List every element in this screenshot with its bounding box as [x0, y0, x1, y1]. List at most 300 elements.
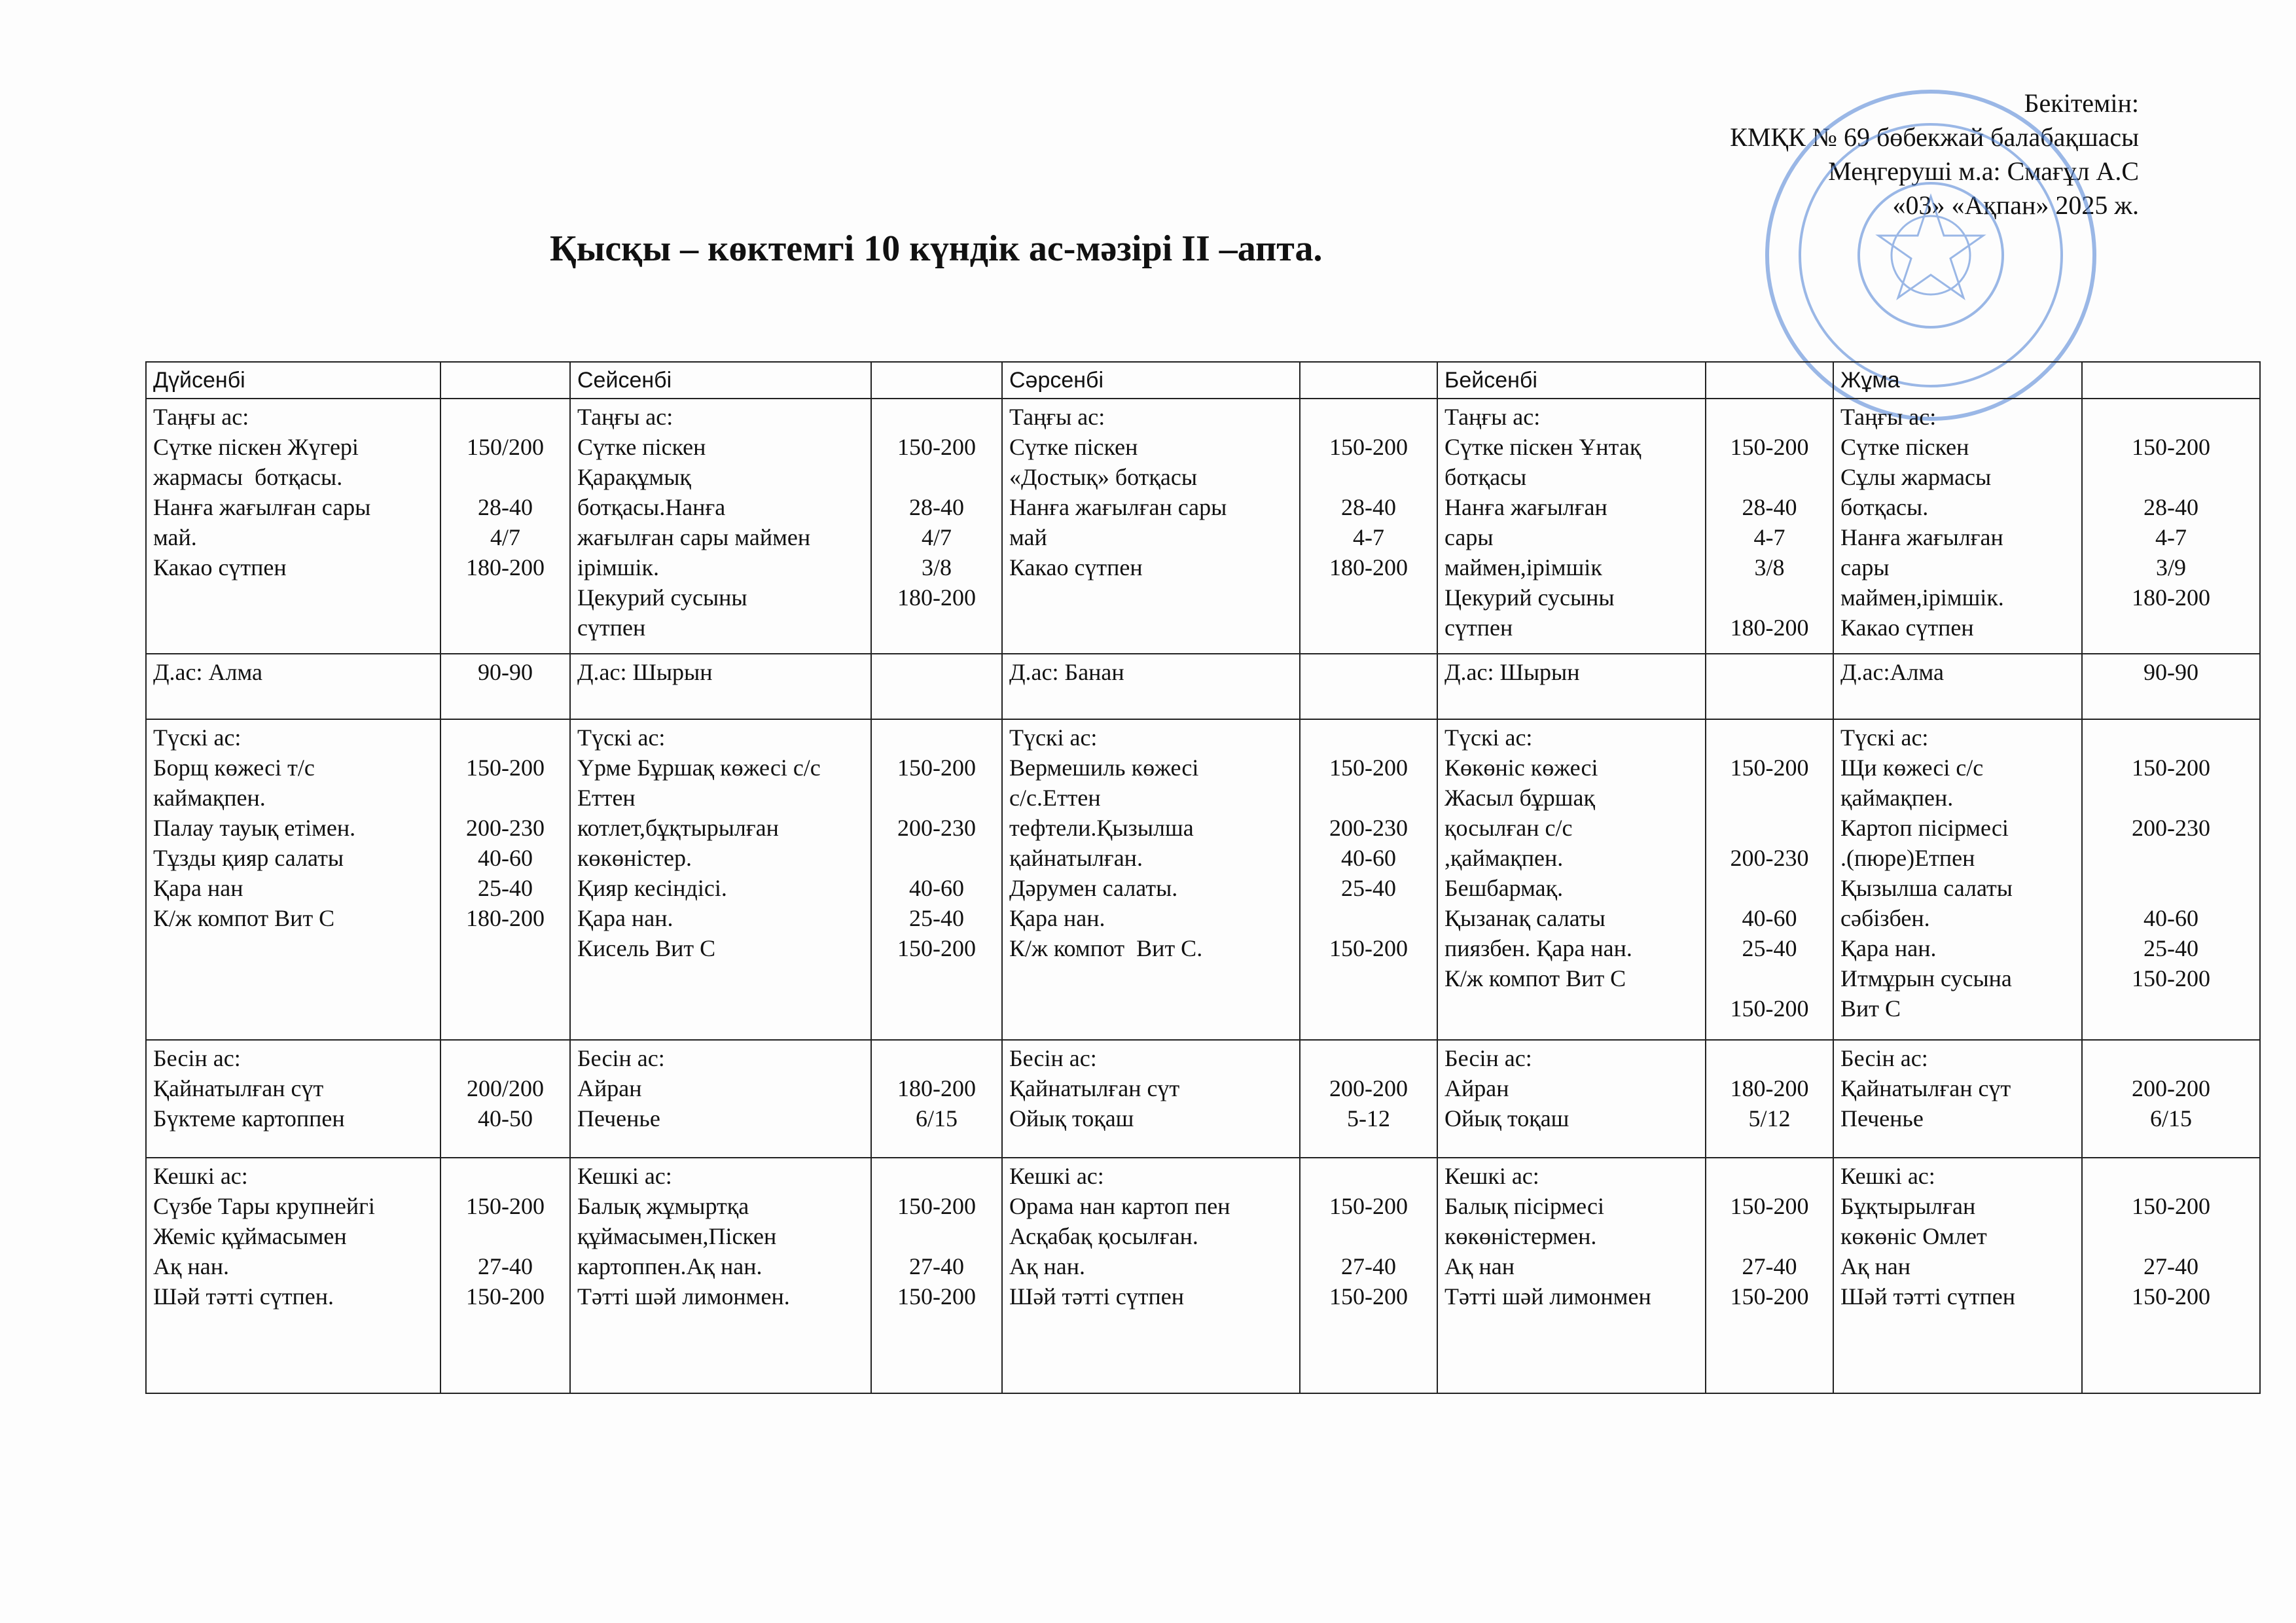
dish-line: Түскі ас: — [577, 724, 666, 751]
portion-line — [2089, 873, 2253, 903]
portion-line: 150-200 — [897, 434, 976, 460]
portion-line — [878, 1221, 995, 1251]
dish-line: сәбізбен. — [1840, 905, 1930, 931]
portion-line: 180-200 — [897, 1075, 976, 1101]
portion-line — [1307, 402, 1430, 432]
dish-line: Борщ көжесі т/с — [153, 755, 315, 781]
dish-cell-monday — [146, 399, 440, 654]
dish-line: Бешбармақ. — [1444, 875, 1564, 901]
portion-cell-tuesday — [871, 399, 1002, 654]
page-title: Қысқы – көктемгі 10 күндік ас-мәзірі ІІ –апта. — [550, 228, 1323, 269]
dish-line: жармасы ботқасы. — [153, 464, 343, 490]
portion-line: 27-40 — [478, 1253, 533, 1279]
menu-row-breakfast — [146, 399, 2260, 654]
dish-line: Қызанақ салаты — [1444, 905, 1605, 931]
dish-line: Жеміс құймасымен — [153, 1223, 347, 1249]
dish-line: Жасыл бұршақ — [1444, 785, 1595, 811]
dish-cell-tuesday — [570, 654, 871, 719]
dish-line: көкөніс Омлет — [1840, 1223, 1987, 1249]
dish-line: Д.ас: Алма — [153, 659, 262, 685]
dish-line: Таңғы ас: — [1009, 404, 1105, 430]
portion-line: 150-200 — [1329, 755, 1408, 781]
portion-line: 4/7 — [490, 524, 520, 550]
portion-line — [448, 1043, 563, 1073]
portion-line: 27-40 — [1742, 1253, 1797, 1279]
portion-line — [448, 462, 563, 492]
portion-cell-wednesday — [1300, 1040, 1437, 1158]
dish-line: Таңғы ас: — [577, 404, 673, 430]
dish-line: Көкөніс көжесі — [1444, 755, 1598, 781]
portion-line: 150-200 — [466, 1283, 545, 1310]
portion-line: 150-200 — [1730, 434, 1809, 460]
portion-line — [1713, 402, 1826, 432]
dish-line: Кешкі ас: — [153, 1163, 248, 1189]
portion-line: 28-40 — [2144, 494, 2198, 520]
dish-line: ,қаймақпен. — [1444, 845, 1564, 871]
menu-row-dinner — [146, 1158, 2260, 1393]
portion-line: 150-200 — [466, 755, 545, 781]
dish-line: Бесін ас: — [1840, 1045, 1928, 1071]
approval-line-2: КМҚК № 69 бөбекжай балабақшасы — [1730, 122, 2139, 152]
portion-cell-thursday — [1706, 719, 1833, 1040]
portion-line — [1713, 462, 1826, 492]
portion-line: 4-7 — [2155, 524, 2187, 550]
menu-row-snack — [146, 654, 2260, 719]
dish-line: К/ж компот Вит С — [153, 905, 335, 931]
menu-row-afternoon — [146, 1040, 2260, 1158]
portion-cell-wednesday — [1300, 1158, 1437, 1393]
portion-cell-monday — [440, 719, 570, 1040]
portion-line — [1307, 722, 1430, 753]
portion-line — [2089, 783, 2253, 813]
portion-line: 25-40 — [1742, 935, 1797, 961]
dish-line: Палау тауық етімен. — [153, 815, 356, 841]
dish-line: ботқасы.Нанға — [577, 494, 726, 520]
portion-cell-tuesday — [871, 1158, 1002, 1393]
dish-cell-thursday — [1437, 654, 1706, 719]
dish-line: сүтпен — [577, 615, 646, 641]
dish-line: Қызылша салаты — [1840, 875, 2013, 901]
portion-line: 200/200 — [466, 1075, 544, 1101]
dish-line: .(пюре)Етпен — [1840, 845, 1975, 871]
portion-line: 40-60 — [2144, 905, 2198, 931]
dish-cell-wednesday — [1002, 654, 1300, 719]
dish-cell-thursday — [1437, 1158, 1706, 1393]
portion-line: 150-200 — [897, 935, 976, 961]
dish-line: Вит С — [1840, 995, 1901, 1022]
dish-line: Нанға жағылған сары — [1009, 494, 1227, 520]
portion-line: 28-40 — [478, 494, 533, 520]
dish-line: Сүтке піскен Ұнтақ — [1444, 434, 1641, 460]
dish-line: Щи көжесі с/с — [1840, 755, 1984, 781]
dish-line: сары — [1840, 554, 1890, 580]
dish-line: котлет,бұқтырылған — [577, 815, 779, 841]
dish-cell-monday — [146, 1040, 440, 1158]
dish-line: қаймақпен. — [1840, 785, 1954, 811]
dish-line: қосылған с/с — [1444, 815, 1573, 841]
portion-line: 150-200 — [2132, 1193, 2210, 1219]
portion-line — [448, 1221, 563, 1251]
dish-line: Шәй тәтті сүтпен. — [153, 1283, 334, 1310]
dish-line: Итмұрын сусына — [1840, 965, 2012, 991]
dish-line: К/ж компот Вит С. — [1009, 935, 1203, 961]
dish-line: тефтели.Қызылша — [1009, 815, 1194, 841]
portion-line: 3/8 — [1754, 554, 1785, 580]
dish-line: көкөністермен. — [1444, 1223, 1597, 1249]
portion-line — [2089, 722, 2253, 753]
portion-line — [1307, 1221, 1430, 1251]
portion-line — [1307, 783, 1430, 813]
portion-line: 150-200 — [466, 1193, 545, 1219]
portion-line: 27-40 — [909, 1253, 964, 1279]
portion-line: 40-60 — [1742, 905, 1797, 931]
portion-line — [1307, 1043, 1430, 1073]
portion-cell-tuesday — [871, 1040, 1002, 1158]
portion-line: 180-200 — [2132, 584, 2210, 611]
dish-line: Кешкі ас: — [1840, 1163, 1935, 1189]
dish-line: Айран — [1444, 1075, 1509, 1101]
dish-line: Печенье — [1840, 1105, 1924, 1132]
portion-line: 150-200 — [1730, 995, 1809, 1022]
dish-line: Ойық тоқаш — [1009, 1105, 1134, 1132]
dish-line: с/с.Еттен — [1009, 785, 1101, 811]
approval-block — [1730, 86, 2139, 223]
dish-line: сары — [1444, 524, 1494, 550]
portion-line: 180-200 — [1329, 554, 1408, 580]
portion-line: 150/200 — [466, 434, 544, 460]
dish-cell-monday — [146, 654, 440, 719]
dish-line: Бүктеме картоппен — [153, 1105, 345, 1132]
portion-line — [878, 462, 995, 492]
portion-line: 150-200 — [1730, 1283, 1809, 1310]
portion-line: 150-200 — [1329, 434, 1408, 460]
dish-line: картоппен.Ақ нан. — [577, 1253, 762, 1279]
portion-cell-monday — [440, 654, 570, 719]
portion-line: 40-50 — [478, 1105, 533, 1132]
portion-line — [2089, 1043, 2253, 1073]
portion-line: 150-200 — [897, 755, 976, 781]
dish-line: Асқабақ қосылған. — [1009, 1223, 1198, 1249]
dish-line: Сүтке піскен — [1840, 434, 1969, 460]
dish-line: Нанға жағылған — [1444, 494, 1607, 520]
dish-cell-monday — [146, 719, 440, 1040]
dish-line: Шәй тәтті сүтпен — [1840, 1283, 2015, 1310]
dish-line: Д.ас:Алма — [1840, 659, 1944, 685]
portion-line — [448, 783, 563, 813]
dish-line: Түскі ас: — [1009, 724, 1098, 751]
dish-line: Бесін ас: — [1009, 1045, 1097, 1071]
dish-line: Бұқтырылған — [1840, 1193, 1976, 1219]
dish-line: Бесін ас: — [1444, 1045, 1532, 1071]
dish-cell-friday — [1833, 1040, 2082, 1158]
dish-line: май. — [153, 524, 197, 550]
portion-line: 28-40 — [1341, 494, 1396, 520]
dish-line: Түскі ас: — [1840, 724, 1929, 751]
portion-line: 200-230 — [1329, 815, 1408, 841]
dish-line: Балық пісірмесі — [1444, 1193, 1604, 1219]
dish-line: Какао сүтпен — [1840, 615, 1974, 641]
portion-line — [878, 783, 995, 813]
dish-cell-tuesday — [570, 719, 871, 1040]
dish-line: Цекурий сусыны — [1444, 584, 1615, 611]
dish-line: май — [1009, 524, 1047, 550]
portion-cell-thursday — [1706, 1040, 1833, 1158]
portion-line — [2089, 402, 2253, 432]
portion-line: 25-40 — [478, 875, 533, 901]
portion-line: 150-200 — [897, 1193, 976, 1219]
dish-line: Ойық тоқаш — [1444, 1105, 1570, 1132]
dish-line: Нанға жағылған сары — [153, 494, 371, 520]
portion-cell-tuesday — [871, 719, 1002, 1040]
portion-line — [448, 722, 563, 753]
portion-line — [878, 843, 995, 873]
dish-line: маймен,ірімшік — [1444, 554, 1602, 580]
portion-line: 150-200 — [2132, 965, 2210, 991]
dish-line: Қайнатылған сүт — [1840, 1075, 2011, 1101]
dish-line: Қара нан. — [1840, 935, 1937, 961]
portion-line: 180-200 — [1730, 1075, 1809, 1101]
portion-line — [448, 402, 563, 432]
portion-line: 4-7 — [1353, 524, 1384, 550]
dish-cell-wednesday — [1002, 1040, 1300, 1158]
portion-line — [1713, 1043, 1826, 1073]
dish-line: құймасымен,Піскен — [577, 1223, 777, 1249]
portion-line — [2089, 462, 2253, 492]
dish-line: Кешкі ас: — [577, 1163, 672, 1189]
portion-line: 27-40 — [1341, 1253, 1396, 1279]
portion-line: 150-200 — [1730, 1193, 1809, 1219]
portion-line: 90-90 — [478, 659, 533, 685]
dish-line: Д.ас: Шырын — [577, 659, 713, 685]
portion-cell-thursday — [1706, 399, 1833, 654]
dish-cell-wednesday — [1002, 1158, 1300, 1393]
portion-line: 3/8 — [921, 554, 952, 580]
portion-line: 150-200 — [1329, 1193, 1408, 1219]
portion-line: 180-200 — [897, 584, 976, 611]
portion-line — [448, 1161, 563, 1191]
portion-line: 40-60 — [1341, 845, 1396, 871]
day-header-tuesday: Сейсенбі — [570, 362, 871, 399]
portion-line — [1307, 903, 1430, 933]
portion-line: 28-40 — [1742, 494, 1797, 520]
dish-cell-friday — [1833, 654, 2082, 719]
portion-line: 25-40 — [909, 905, 964, 931]
dish-line: Вермешиль көжесі — [1009, 755, 1199, 781]
portion-line — [1713, 963, 1826, 993]
portion-line — [1713, 813, 1826, 843]
menu-row-lunch — [146, 719, 2260, 1040]
dish-line: Д.ас: Шырын — [1444, 659, 1580, 685]
dish-line: Тұзды қияр салаты — [153, 845, 344, 871]
dish-line: сүтпен — [1444, 615, 1513, 641]
dish-line: ботқасы — [1444, 464, 1527, 490]
portion-line — [878, 1161, 995, 1191]
portion-line: 5/12 — [1748, 1105, 1791, 1132]
dish-line: Таңғы ас: — [1444, 404, 1541, 430]
dish-line: Кисель Вит С — [577, 935, 716, 961]
portion-line — [1307, 1161, 1430, 1191]
portion-line — [878, 402, 995, 432]
dish-line: Түскі ас: — [1444, 724, 1533, 751]
dish-cell-wednesday — [1002, 719, 1300, 1040]
dish-line: жағылған сары маймен — [577, 524, 811, 550]
dish-line: пиязбен. Қара нан. — [1444, 935, 1632, 961]
dish-line: Ақ нан. — [153, 1253, 229, 1279]
portion-line — [2089, 843, 2253, 873]
day-header-monday: Дүйсенбі — [146, 362, 440, 399]
portion-line: 180-200 — [1730, 615, 1809, 641]
dish-line: Қара нан. — [1009, 905, 1105, 931]
dish-line: Үрме Бұршақ көжесі с/с — [577, 755, 821, 781]
portion-line: 150-200 — [2132, 434, 2210, 460]
dish-line: Тәтті шәй лимонмен. — [577, 1283, 790, 1310]
dish-line: Балық жұмыртқа — [577, 1193, 749, 1219]
dish-cell-friday — [1833, 719, 2082, 1040]
dish-line: Сүтке піскен — [1009, 434, 1138, 460]
dish-line: Сұлы жармасы — [1840, 464, 1992, 490]
portion-line — [2089, 1161, 2253, 1191]
portion-line: 200-200 — [2132, 1075, 2210, 1101]
portion-line: 200-230 — [897, 815, 976, 841]
dish-line: Ақ нан — [1444, 1253, 1515, 1279]
dish-line: Таңғы ас: — [153, 404, 249, 430]
portion-line: 150-200 — [2132, 1283, 2210, 1310]
portion-line: 27-40 — [2144, 1253, 2198, 1279]
dish-line: Нанға жағылған — [1840, 524, 2003, 550]
portion-line: 6/15 — [915, 1105, 958, 1132]
day-header-wednesday: Сәрсенбі — [1002, 362, 1300, 399]
dish-line: Тәтті шәй лимонмен — [1444, 1283, 1651, 1310]
portion-cell-monday — [440, 399, 570, 654]
dish-line: Печенье — [577, 1105, 660, 1132]
portion-line — [878, 1043, 995, 1073]
portion-line: 200-200 — [1329, 1075, 1408, 1101]
portion-line: 4/7 — [921, 524, 952, 550]
dish-line: қайнатылған. — [1009, 845, 1143, 871]
portion-cell-friday — [2082, 399, 2260, 654]
portion-line: 200-230 — [466, 815, 545, 841]
portion-line: 25-40 — [2144, 935, 2198, 961]
portion-line — [1713, 873, 1826, 903]
dish-line: Айран — [577, 1075, 642, 1101]
portion-cell-friday — [2082, 719, 2260, 1040]
dish-line: Кешкі ас: — [1444, 1163, 1539, 1189]
portion-cell-wednesday — [1300, 654, 1437, 719]
dish-line: Қайнатылған сүт — [153, 1075, 324, 1101]
portion-line: 200-230 — [1730, 845, 1809, 871]
approval-line-4: «03» «Ақпан» 2025 ж. — [1892, 190, 2139, 220]
portion-line: 90-90 — [2144, 659, 2198, 685]
dish-line: Қияр кесіндісі. — [577, 875, 727, 901]
portion-line: 180-200 — [466, 905, 545, 931]
dish-line: Таңғы ас: — [1840, 404, 1937, 430]
dish-line: Д.ас: Банан — [1009, 659, 1124, 685]
portion-line — [1713, 582, 1826, 613]
dish-line: Шәй тәтті сүтпен — [1009, 1283, 1184, 1310]
approval-line-3: Меңгеруші м.а: Смағұл А.С — [1828, 156, 2139, 186]
portion-line: 4-7 — [1753, 524, 1785, 550]
dish-line: Сүтке піскен — [577, 434, 706, 460]
portion-cell-monday — [440, 1040, 570, 1158]
approval-line-1: Бекітемін: — [2024, 88, 2139, 118]
dish-line: «Достық» ботқасы — [1009, 464, 1198, 490]
dish-line: Картоп пісірмесі — [1840, 815, 2009, 841]
portion-line — [878, 657, 995, 687]
dish-line: Сүзбе Тары крупнейгі — [153, 1193, 375, 1219]
day-header-row — [146, 362, 2260, 399]
portion-cell-thursday — [1706, 1158, 1833, 1393]
dish-line: Бесін ас: — [153, 1045, 241, 1071]
dish-cell-thursday — [1437, 399, 1706, 654]
dish-line: Ақ нан — [1840, 1253, 1910, 1279]
dish-cell-tuesday — [570, 399, 871, 654]
portion-line — [1713, 1221, 1826, 1251]
portion-line: 150-200 — [1329, 935, 1408, 961]
portion-line — [1713, 1161, 1826, 1191]
portion-line: 150-200 — [897, 1283, 976, 1310]
portion-line — [878, 722, 995, 753]
portion-line — [1713, 722, 1826, 753]
dish-cell-friday — [1833, 1158, 2082, 1393]
portion-line: 150-200 — [1329, 1283, 1408, 1310]
dish-line: маймен,ірімшік. — [1840, 584, 2004, 611]
dish-cell-friday — [1833, 399, 2082, 654]
dish-line: каймақпен. — [153, 785, 266, 811]
dish-line: Кешкі ас: — [1009, 1163, 1104, 1189]
dish-line: Қара нан — [153, 875, 243, 901]
dish-cell-tuesday — [570, 1158, 871, 1393]
dish-line: Цекурий сусыны — [577, 584, 747, 611]
dish-line: Қара нан. — [577, 905, 673, 931]
portion-line — [1713, 783, 1826, 813]
portion-line — [1713, 657, 1826, 687]
portion-cell-wednesday — [1300, 399, 1437, 654]
dish-cell-thursday — [1437, 719, 1706, 1040]
dish-line: ірімшік. — [577, 554, 659, 580]
dish-line: Орама нан картоп пен — [1009, 1193, 1230, 1219]
portion-line — [1307, 462, 1430, 492]
portion-cell-tuesday — [871, 654, 1002, 719]
dish-line: Қарақұмық — [577, 464, 691, 490]
dish-line: Қайнатылған сүт — [1009, 1075, 1180, 1101]
portion-line — [2089, 1221, 2253, 1251]
dish-cell-wednesday — [1002, 399, 1300, 654]
portion-line: 40-60 — [478, 845, 533, 871]
portion-line: 28-40 — [909, 494, 964, 520]
portion-cell-friday — [2082, 1158, 2260, 1393]
dish-line: Сүтке піскен Жүгері — [153, 434, 359, 460]
day-header-thursday: Бейсенбі — [1437, 362, 1706, 399]
portion-line — [1307, 657, 1430, 687]
portion-line: 3/9 — [2155, 554, 2186, 580]
portion-cell-thursday — [1706, 654, 1833, 719]
dish-line: Какао сүтпен — [1009, 554, 1143, 580]
day-header-friday: Жұма — [1833, 362, 2082, 399]
portion-line: 6/15 — [2149, 1105, 2192, 1132]
portion-cell-monday — [440, 1158, 570, 1393]
dish-line: Какао сүтпен — [153, 554, 287, 580]
portion-cell-friday — [2082, 1040, 2260, 1158]
menu-table — [145, 361, 2261, 1394]
portion-line: 150-200 — [1730, 755, 1809, 781]
portion-line: 5-12 — [1347, 1105, 1390, 1132]
dish-cell-tuesday — [570, 1040, 871, 1158]
dish-line: Дәрумен салаты. — [1009, 875, 1178, 901]
portion-cell-wednesday — [1300, 719, 1437, 1040]
portion-line: 40-60 — [909, 875, 964, 901]
portion-line: 25-40 — [1341, 875, 1396, 901]
dish-line: ботқасы. — [1840, 494, 1929, 520]
